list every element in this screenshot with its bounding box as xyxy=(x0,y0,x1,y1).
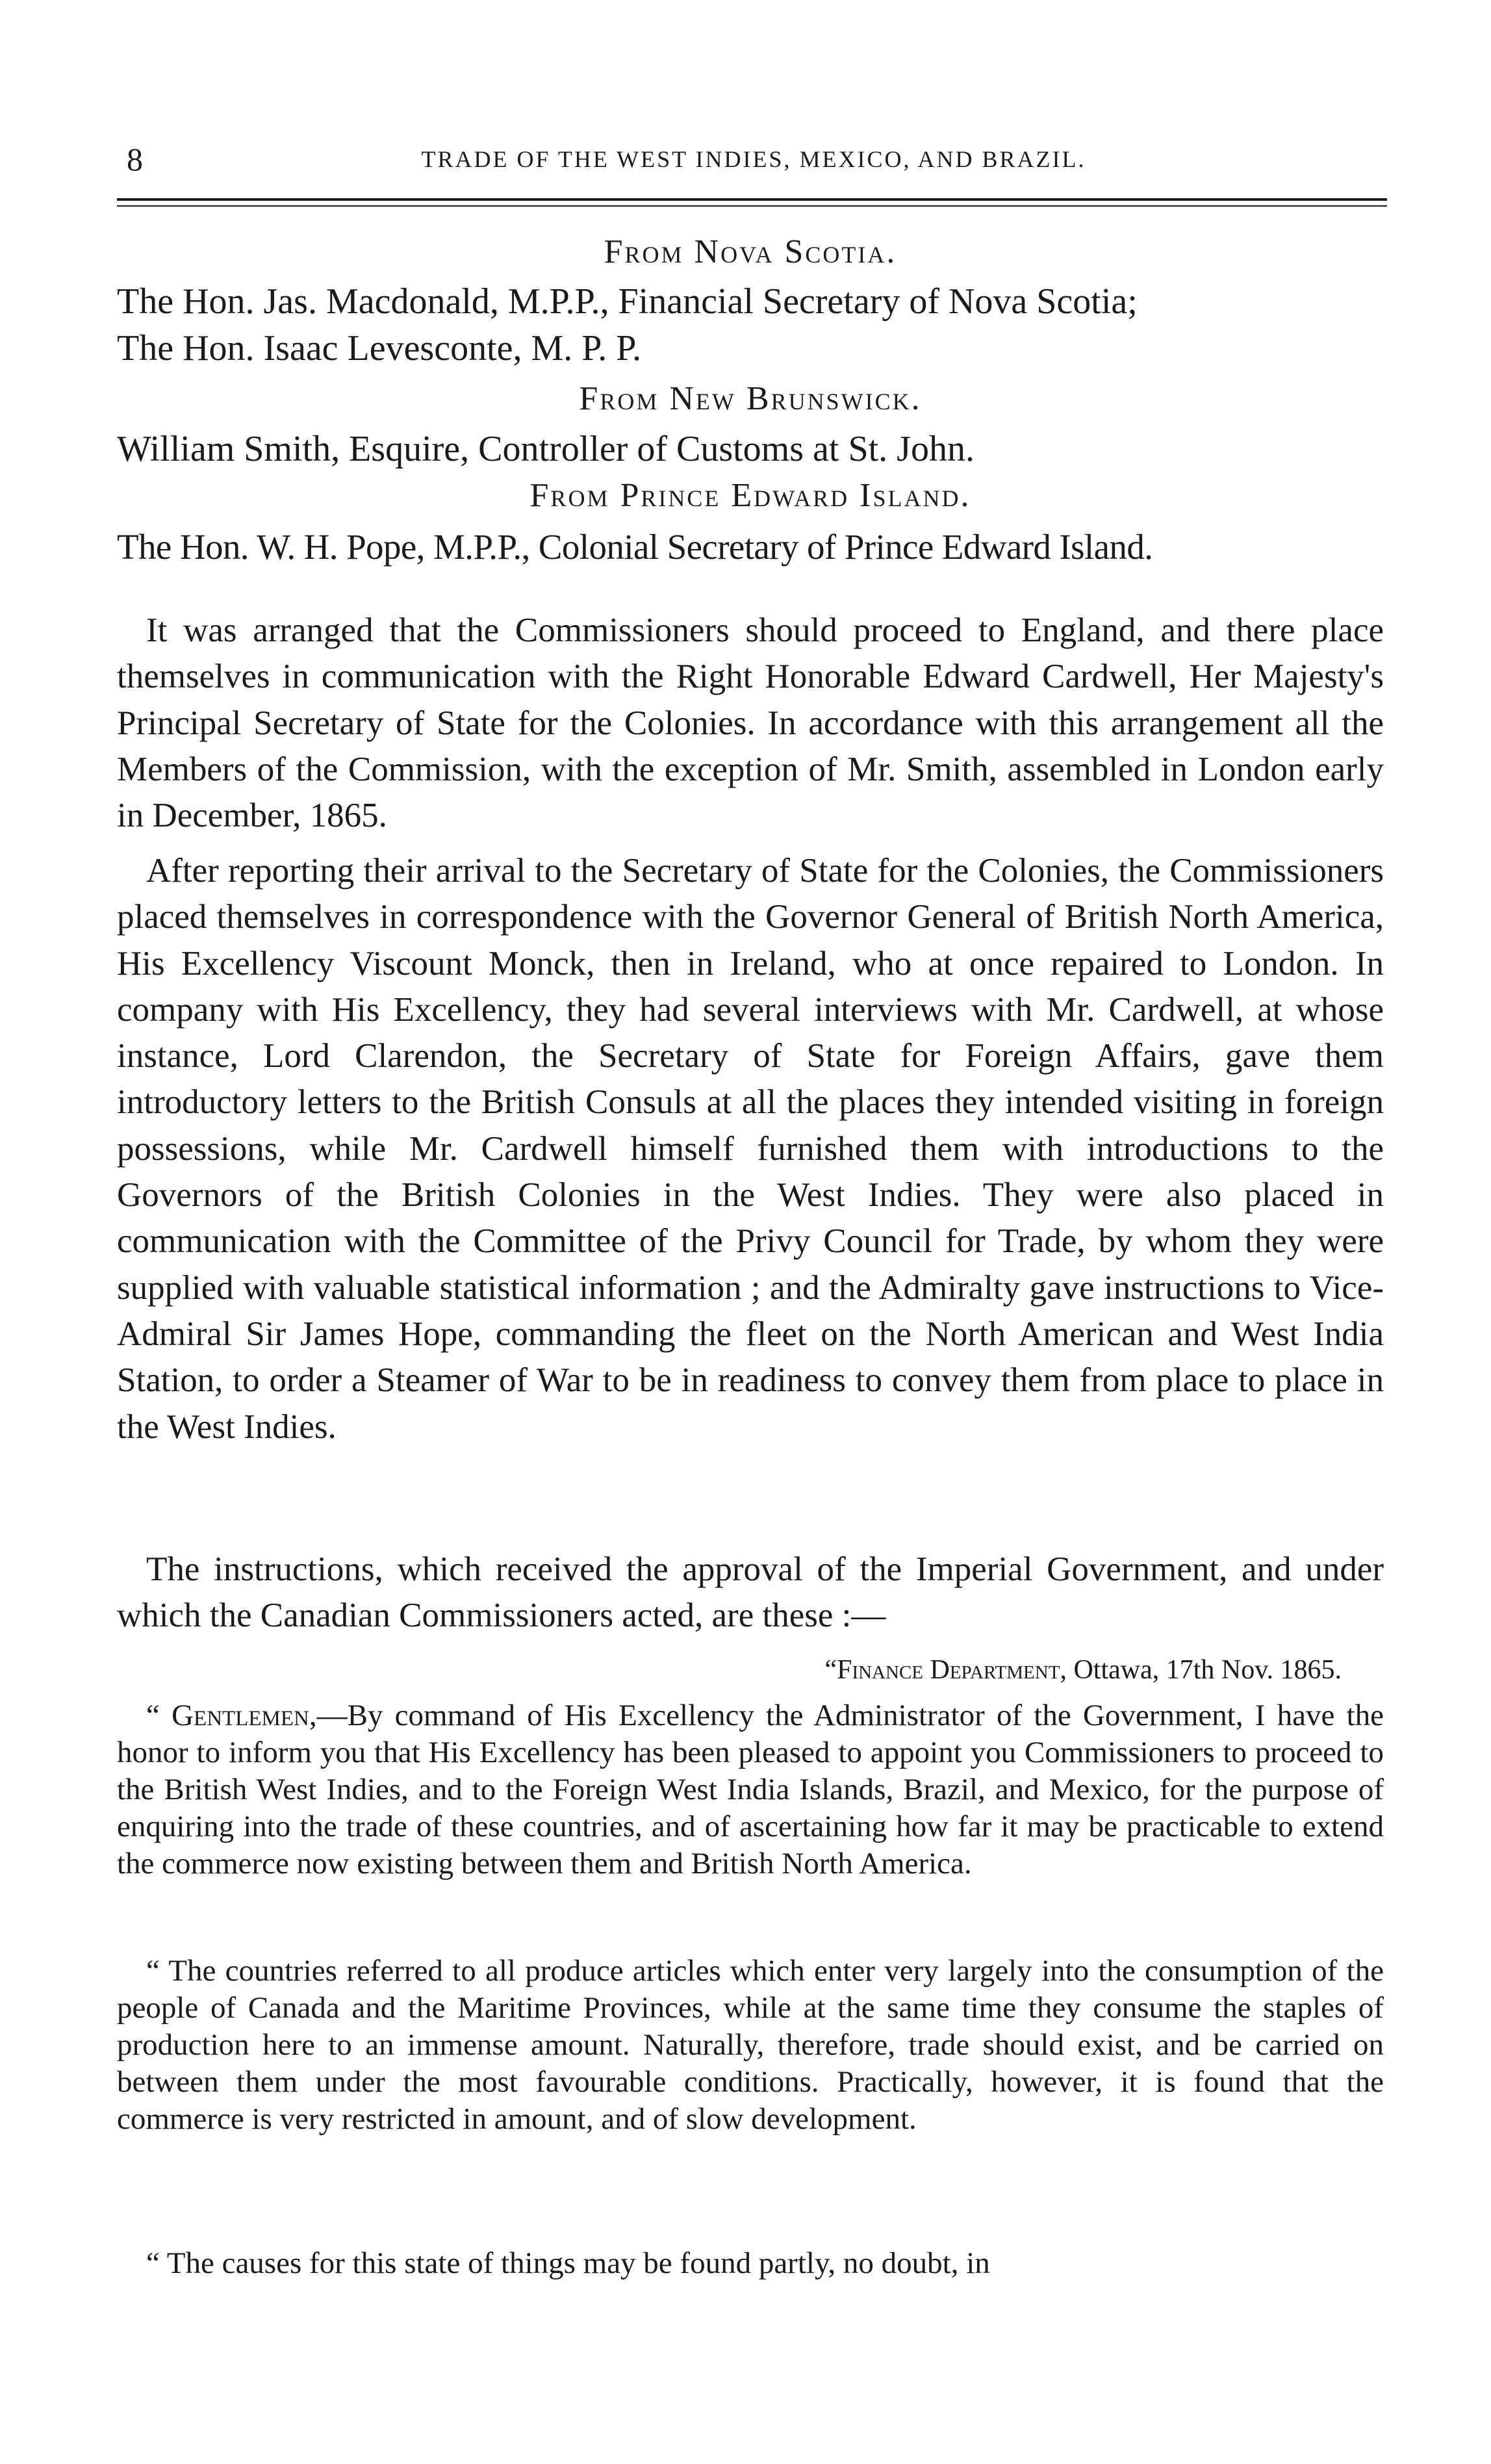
salutation-open-quote: “ xyxy=(146,1699,160,1732)
letter-paragraph-3: “ The causes for this state of things may be found partly, no doubt, in xyxy=(146,2246,990,2280)
paragraph-instructions-intro: The instructions, which received the approval of the Imperial Government, and under which the Canadian Commissioners acted, are these :— xyxy=(117,1550,1384,1635)
header-rule-thin xyxy=(117,205,1387,207)
letter-paragraph-1 xyxy=(117,1697,1384,1882)
dateline-department: Finance Department xyxy=(837,1655,1060,1685)
page-header xyxy=(127,140,1381,179)
header-rule-thick xyxy=(117,198,1387,201)
letter-salutation: Gentlemen xyxy=(172,1699,309,1732)
dateline-open-quote: “ xyxy=(824,1655,837,1685)
member-levesconte: The Hon. Isaac Levesconte, M. P. P. xyxy=(117,328,642,368)
letter-dateline xyxy=(117,1650,1384,1689)
member-pope: The Hon. W. H. Pope, M.P.P., Colonial Secretary of Prince Edward Island. xyxy=(117,527,1153,567)
heading-new-brunswick: From New Brunswick. xyxy=(579,380,922,417)
dateline-place-date: , Ottawa, 17th Nov. 1865. xyxy=(1060,1655,1342,1685)
running-head: TRADE OF THE WEST INDIES, MEXICO, AND BRAZIL. xyxy=(421,146,1086,172)
member-macdonald: The Hon. Jas. Macdonald, M.P.P., Financial Secretary of Nova Scotia; xyxy=(117,281,1138,322)
heading-nova-scotia: From Nova Scotia. xyxy=(604,233,897,270)
paragraph-correspondence: After reporting their arrival to the Secretary of State for the Colonies, the Commissioners placed themselves in correspondence with the Governor General of British North America, His Excellency Viscount Monck, then in Ireland, who at once repaired to London. In company with His Excellency, they had several interviews with Mr. Cardwell, at whose instance, Lord Clarendon, the Secretary of State for Foreign Affairs, gave them introductory letters to the British Consuls at all the places they intended visiting in foreign possessions, while Mr. Cardwell himself furnished them with introductions to the Governors of the British Colonies in the West Indies. They were also placed in communication with the Committee of the Privy Council for Trade, by whom they were supplied with valuable statistical information ; and the Admiralty gave instructions to Vice-Admiral Sir James Hope, commanding the fleet on the North American and West India Station, to order a Steamer of War to be in readiness to convey them from place to place in the West Indies. xyxy=(117,852,1384,1446)
heading-prince-edward-island: From Prince Edward Island. xyxy=(529,477,971,514)
page-number: 8 xyxy=(127,141,143,177)
letter-paragraph-2: “ The countries referred to all produce articles which enter very largely into the consumption of the people of Canada and the Maritime Provinces, while at the same time they consume the staples of production here to an immense amount. Naturally, therefore, trade should exist, and be carried on between them under the most favourable conditions. Practically, however, it is found that the commerce is very restricted in amount, and of slow development. xyxy=(117,1954,1384,2136)
letter-paragraph-1-text: ,—By command of His Excellency the Administrator of the Government, I have the honor to inform you that His Excellency has been pleased to appoint you Commissioners to proceed to the British West Indies, and to the Foreign West India Islands, Brazil, and Mexico, for the purpose of enquiring into the trade of these countries, and of ascertaining how far it may be practicable to extend the commerce now existing between them and British North America. xyxy=(117,1699,1384,1880)
paragraph-arrangement: It was arranged that the Commissioners should proceed to England, and there place themselves in communication with the Right Honorable Edward Cardwell, Her Majesty's Principal Secretary of State for the Colonies. In accordance with this arrangement all the Members of the Commission, with the exception of Mr. Smith, assembled in London early in December, 1865. xyxy=(117,611,1384,835)
member-smith: William Smith, Esquire, Controller of Customs at St. John. xyxy=(117,429,975,469)
